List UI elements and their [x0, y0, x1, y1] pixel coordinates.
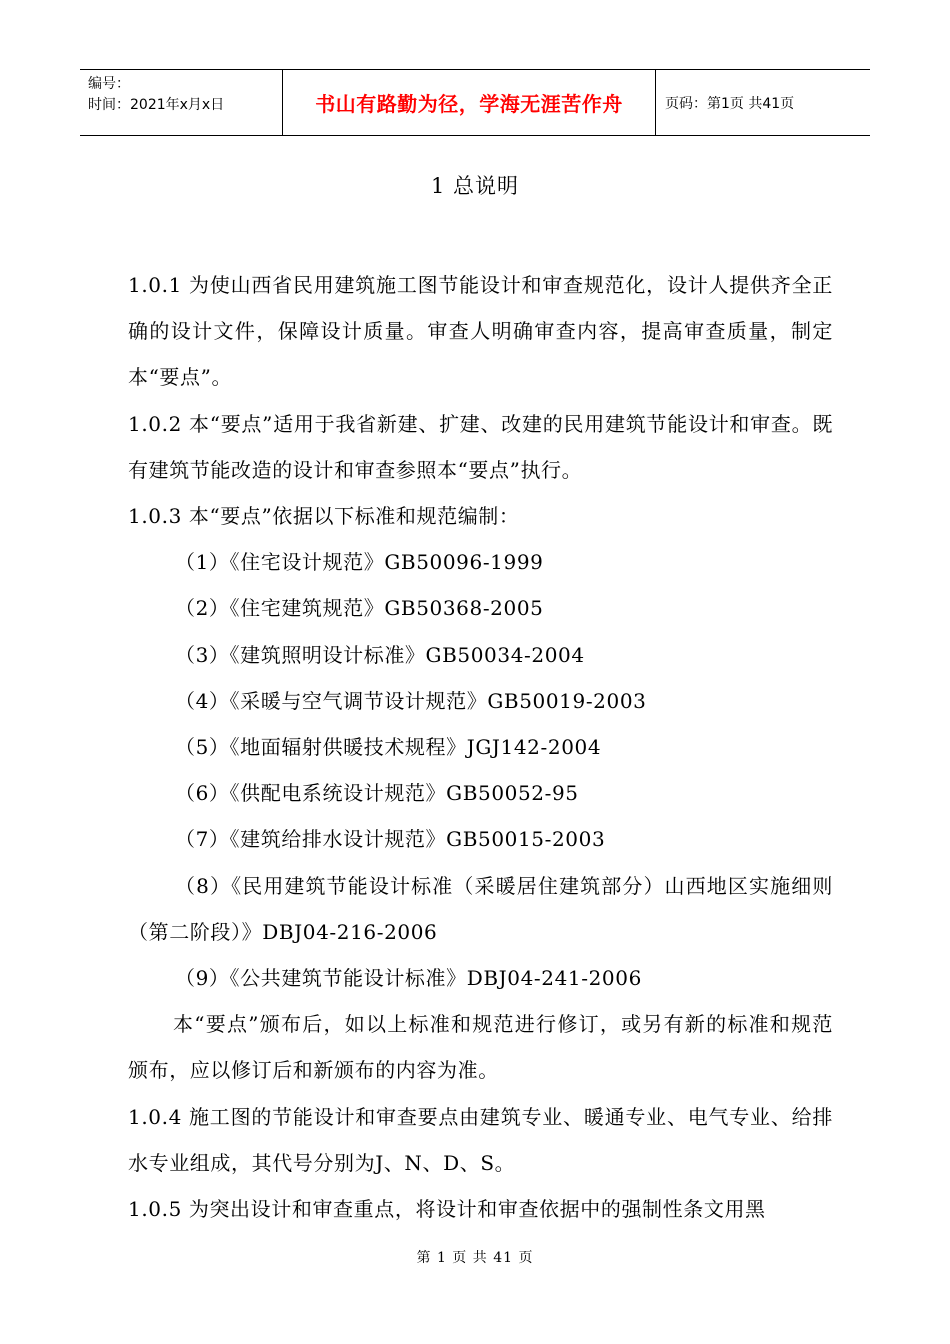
clause-1-0-3: 1.0.3 本“要点”依据以下标准和规范编制：	[128, 504, 520, 529]
clause-1-0-5: 1.0.5 为突出设计和审查重点，将设计和审查依据中的强制性条文用黑	[128, 1197, 766, 1222]
reference-item-9: （9）《公共建筑节能设计标准》DBJ04-241-2006	[175, 966, 642, 991]
document-number-label: 编号：	[88, 76, 130, 92]
reference-item-5: （5）《地面辐射供暖技术规程》JGJ142-2004	[175, 735, 602, 760]
reference-item-1: （1）《住宅设计规范》GB50096-1999	[175, 550, 544, 575]
header-page-info: 页码：第1页 共41页	[665, 95, 795, 112]
clause-1-0-4: 1.0.4 施工图的节能设计和审查要点由建筑专业、暖通专业、电气专业、给排水专业组成，其代号分别为J、N、D、S。	[128, 1104, 833, 1175]
reference-item-7: （7）《建筑给排水设计规范》GB50015-2003	[175, 827, 606, 852]
reference-item-6: （6）《供配电系统设计规范》GB50052-95	[175, 781, 579, 806]
reference-item-4: （4）《采暖与空气调节设计规范》GB50019-2003	[175, 688, 647, 713]
clause-1-0-1: 1.0.1 为使山西省民用建筑施工图节能设计和审查规范化，设计人提供齐全正确的设计文件，保障设计质量。审查人明确审查内容，提高审查质量，制定本“要点”。	[128, 273, 833, 390]
clause-1-0-2: 1.0.2 本“要点”适用于我省新建、扩建、改建的民用建筑节能设计和审查。既有建筑节能改造的设计和审查参照本“要点”执行。	[128, 411, 833, 482]
header-motto: 书山有路勤为径，学海无涯苦作舟	[282, 70, 656, 135]
document-time-label: 时间：2021年x月x日	[88, 97, 225, 113]
reference-item-3: （3）《建筑照明设计标准》GB50034-2004	[175, 642, 585, 667]
document-body	[128, 262, 833, 1232]
document-header	[80, 69, 870, 136]
reference-item-8: （8）《民用建筑节能设计标准（采暖居住建筑部分）山西地区实施细则（第二阶段）》DBJ04-216-2006	[128, 873, 833, 944]
section-title: 1 总说明	[430, 174, 520, 198]
revision-note: 本“要点”颁布后，如以上标准和规范进行修订，或另有新的标准和规范颁布，应以修订后和新颁布的内容为准。	[128, 1012, 833, 1083]
page-footer: 第 1 页 共 41 页	[416, 1250, 534, 1266]
reference-item-2: （2）《住宅建筑规范》GB50368-2005	[175, 596, 544, 621]
header-meta	[80, 70, 282, 135]
